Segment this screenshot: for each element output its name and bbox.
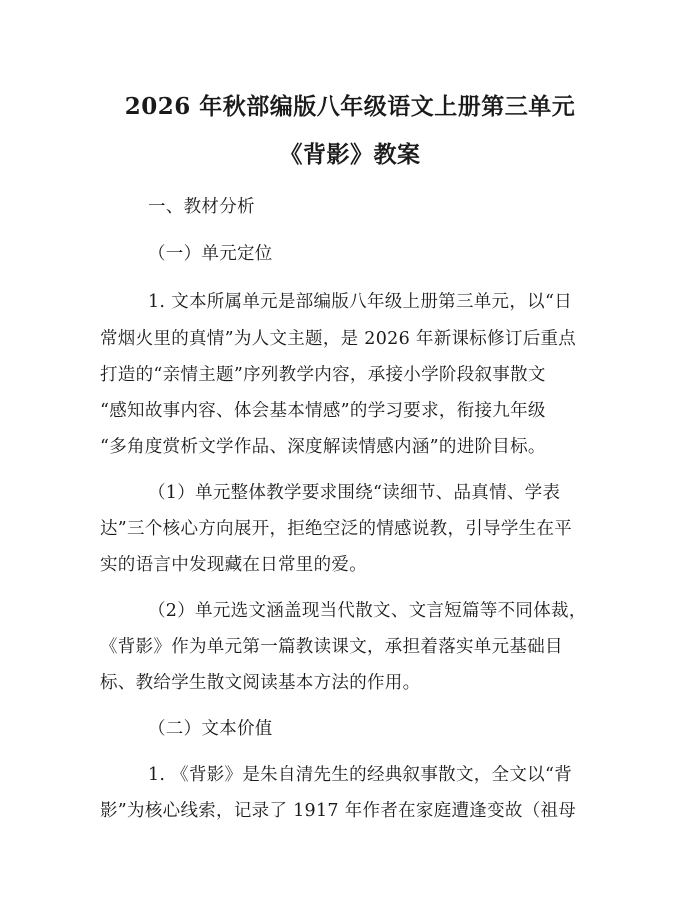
subsection-heading-unit-positioning: （一）单元定位 (148, 244, 273, 264)
paragraph-line: 1. 文本所属单元是部编版八年级上册第三单元，以“日 (148, 292, 573, 312)
section-heading-textbook-analysis: 一、教材分析 (148, 197, 255, 217)
paragraph-line: 影”为核心线索，记录了 1917 年作者在家庭遭逢变故（祖母 (100, 801, 577, 821)
paragraph-line: 标、教给学生散文阅读基本方法的作用。 (100, 673, 421, 693)
paragraph-line: （2）单元选文涵盖现当代散文、文言短篇等不同体裁， (148, 601, 587, 621)
paragraph-line: “多角度赏析文学作品、深度解读情感内涵”的进阶目标。 (100, 437, 546, 457)
document-title-line1: 2026 年秋部编版八年级语文上册第三单元 (124, 93, 576, 120)
paragraph-line: 《背影》作为单元第一篇教读课文，承担着落实单元基础目 (100, 637, 563, 657)
paragraph-line: （1）单元整体教学要求围绕“读细节、品真情、学表 (148, 483, 561, 503)
subsection-heading-text-value: （二）文本价值 (148, 719, 273, 739)
paragraph-line: 打造的“亲情主题”序列教学内容，承接小学阶段叙事散文 (100, 365, 546, 385)
paragraph-line: 常烟火里的真情”为人文主题，是 2026 年新课标修订后重点 (100, 329, 577, 349)
paragraph-line: 实的语言中发现藏在日常里的爱。 (100, 555, 367, 575)
paragraph-line: 达”三个核心方向展开，拒绝空泛的情感说教，引导学生在平 (100, 519, 573, 539)
paragraph-line: 1. 《背影》是朱自清先生的经典叙事散文，全文以“背 (148, 765, 573, 785)
paragraph-line: “感知故事内容、体会基本情感”的学习要求，衔接九年级 (100, 401, 546, 421)
document-title-line2: 《背影》教案 (279, 141, 421, 168)
